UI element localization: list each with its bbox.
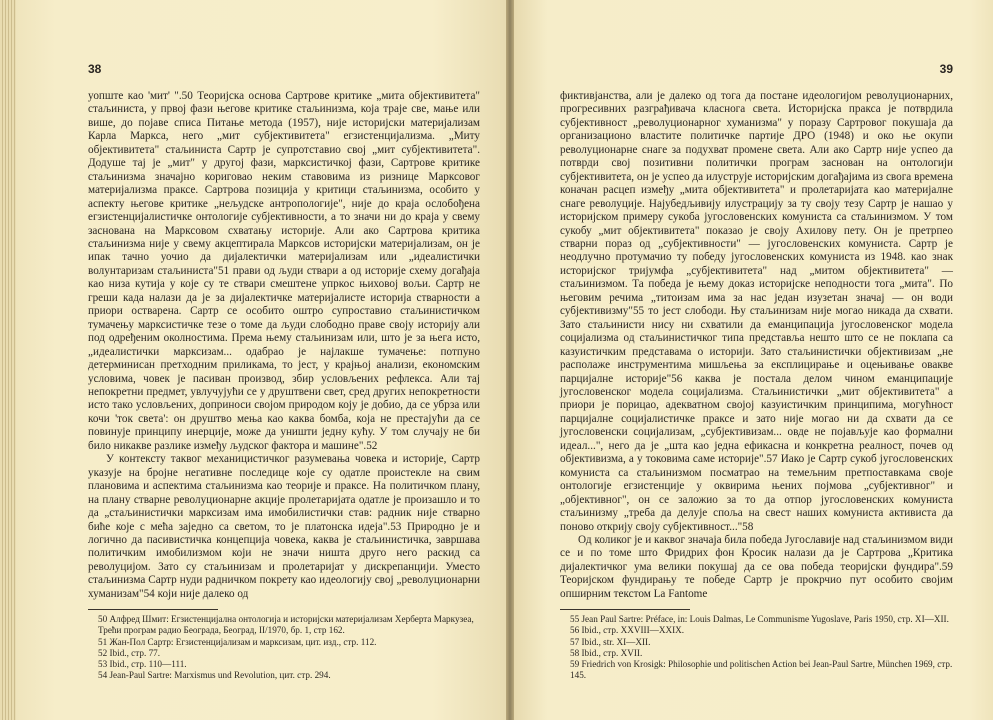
footnote-54: 54 Jean-Paul Sartre: Marxismus und Revolution, цит. стр. 294.: [98, 670, 331, 681]
footnote-58: 58 Ibid., стр. XVII.: [570, 647, 643, 658]
footnote-59: 59 Friedrich von Krosigk: Philosophie und politischen Action bei Jean-Paul Sartre, München 1969, стр. 145.: [570, 659, 953, 681]
footnote-50: 50 Алфред Шмит: Егзистенцијална онтологија и историјски материјализам Херберта Маркузеа, Трећи програм радио Београда, Београд, II/1970, бр. 1, стр 162.: [98, 614, 474, 636]
right-footnotes: [560, 614, 953, 681]
footnote-53: 53 Ibid., стр. 110—111.: [98, 659, 187, 670]
right-paragraph-2: Од коликог је и каквог значаја била победа Југославије над стаљинизмом види се и по томе што Фридрих фон Кросик налази да је Сартрова „Критика дијалектичког ума велики покушај да се ова победа теоријски фундира".59 Теоријском фундирању те победе Сартр је прокрчио пут особито својим опширним текстом La Fantome: [560, 533, 953, 600]
footnote-55: 55 Jean Paul Sartre: Préface, in: Louis Dalmas, Le Communisme Yugoslave, Paris 1950, стр. XI—XII.: [570, 614, 949, 625]
page-number-right: 39: [939, 62, 953, 76]
right-page: [514, 0, 993, 720]
left-paragraph-1: уопште као 'мит' ".50 Теоријска основа Сартрове критике „мита објективитета" стаљиниста, у првој фази његове критике стаљинизма, која траје све, мање или више, до појаве списа Питање метода (1957), није историјски материјализам Карла Маркса, него „мит субјективитета" егзистенцијализма. „Миту објективитета" стаљиниста Сартр је супротставио свој „мит субјективитета". Додуше тај је „мит" у другој фази, марксистичкој фази, Сартрове критике стаљинизма значајно кориговао неким ставовима из ризнице Марксовог материјализма праксе. Сартрова позиција у критици стаљинизма, особито у аспекту његове критике „нељудске антропологије", није до краја ослобођена егзистенцијалистичке онтологије субјективности, а то значи ни до краја у свему заснована на Марксовом схватању историје. Али ако Сартрова критика стаљинизма није у свему акцептирала Марксов историјски материјализам, он је ипак тачно уочио да дијалектички материјализам или „идеалистички волунтаризам стаљиниста"51 прави од људи ствари а од историје схему догађаја као низа кутија у које су те ствари смештене упркос њиховој вољи. Сартр не греши када налази да је за дијалектичке материјалисте историја стварности a приори остварена. Сартр се особито оштро супроставио стаљинистичком тумачењу марксистичке тезе о томе да људи слободно праве своју историју али под одређеним околностима. Према њему стаљинизам или, што је за њега исто, „идеалистички марксизам... одабрао је најлакше тумачење: потпуно детерминисан претходним приликама, то јест, у крајњој анализи, економским условима, човек је пасиван производ, збир условљених рефлекса. Али тај непокретни предмет, увлучујући се у друштвени свет, сред других непокретности исто тако условљених, доприноси својом природом коју је добио, да се убрза или кочи 'ток света': он друштво мења као каква бомба, која не престајући да се повинује принципу инерције, може да уништи једну кућу. У том случају не би било никакве разлике између људског фактора и машине".52: [88, 90, 480, 452]
book-gutter: [506, 0, 514, 720]
footnote-52: 52 Ibid., стр. 77.: [98, 647, 161, 658]
left-paragraph-2: У контексту таквог механицистичког разумевања човека и историје, Сартр указује на бројне негативне последице које су одатле проистекле на свим плановима и аспектима стаљинизма као теорије и праксе. На политичком плану, на плану стварне револуционарне акције пролетаријата одатле је произашло и то да „стаљинистички марксизам има имобилистички став: радник није стварно биће које с мећа заједно са светом, то је платонска идеја".53 Природно је и логично да пасивистичка концепција човека, каква је стаљинистичка, завршава политичким имобилизмом који не значи ништа друго него раскид са револуцијом. Зато су стаљинизам и пролетаријат у дискрепанцији. Уместо стаљинизма Сартр нуди радничком покрету као идеологију свој „револуционарни хуманизам"54 који није далеко од: [88, 453, 480, 600]
right-body-text: [560, 90, 953, 601]
page-edges: [0, 0, 16, 720]
footnote-56: 56 Ibid., стр. XXVIII—XXIX.: [570, 625, 685, 636]
page-number-left: 38: [88, 62, 102, 76]
footnote-51: 51 Жан-Пол Сартр: Егзистенцијализам и марксизам, цит. изд., стр. 112.: [98, 636, 377, 647]
left-body-text: [88, 90, 480, 601]
footnote-57: 57 Ibid., str. XI—XII.: [570, 636, 651, 647]
right-paragraph-1: фиктивјанства, али је далеко од тога да постане идеологијом револуционарних, прогресивних разграђивача класнога света. Историјска пракса је потврдила субјективност „револуционарног хуманизма" у поразу Сартровог покушаја да организационо властите политичке партије ДРО (1948) и око ње окупи револуционарне снаге за подухват промене света. Али ако Сартр није успео да потврди свој позитивни политички програм заснован на онтологији субјективитета, он је успео да илуструје историјским догађајима из свога времена коначан расцеп између „мита објективитета" и пролетаријата као материјалне снаге револуције. Најубедљивију илустрацију за ту своју тезу Сартр је нашао у историјском примеру сукоба југословенских комуниста са стаљинизмом. У том сукобу „мит објективитета" показао је своју Ахилову пету. Он је претрпео стварни пораз од „субјективности" — југословенских комуниста. Сартр је неодлучно протумачио ту победу југословенских комуниста из 1948. као знак историјског тријумфа „субјективитета" над „митом објективитета" — стаљинизмом. Та победа је њему доказ историјске неподности тога „мита". По његовим речима „титоизам има за нас један изузетан значај — он води субјективизму"55 то јест слободи. Њу стаљинизам није могао никада да схвати. Зато стаљинисти нису ни схватили да еманципација југословенског модела социјализма од стаљинистичког типа представља нешто што се не поклапа са казуистичким представама о историји. Зато стаљинистички објективизам „не располаже инструментима мишљења за експлицирање и оцењивање овакве парцијалне историје"56 каква је постала делом чином еманципације југословенског модела социјализма. Стаљинистички „мит објективитета" a приори је порицао, адекватном својој казуистичким принципима, могућност парцијалне социјалистичке праксе и зато није могао ни да схвати да се југословенски социјализам, „субјективизам... овде не појављује као формални идеал...", него да је „шта као једна ефикасна и конкретна реалност, почев од објективизма, а у токовима саме историје".57 Иако је Сартр сукоб југословенских комуниста са стаљинизмом посматрао на темељним претпоставкама своје онтологије егзистенције у оквирима њених појмова „субјективног" и „објективног", он се заложио за то да отпор југословенских комуниста стаљинизму „треба да делује споља на свест наших комуниста активиста да поново открију своју субјективност..."58: [560, 90, 953, 533]
left-page: [16, 0, 506, 720]
left-footnotes: [88, 614, 480, 681]
